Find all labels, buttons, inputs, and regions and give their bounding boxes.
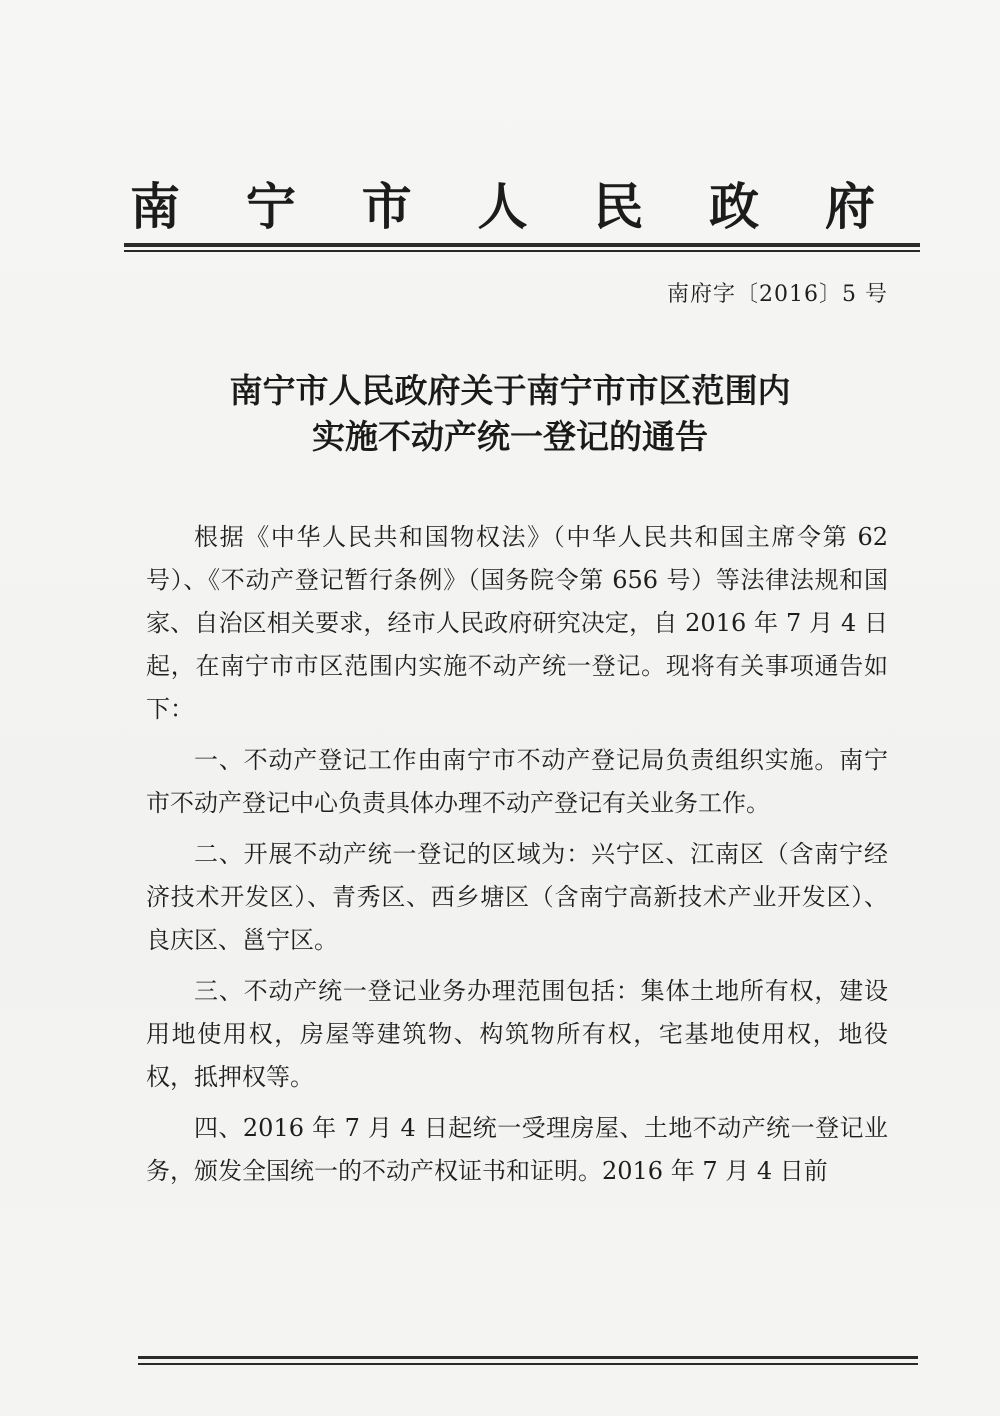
body-paragraph: 一、不动产登记工作由南宁市不动产登记局负责组织实施。南宁市不动产登记中心负责具体办理不动产登记有关业务工作。 [146, 746, 888, 817]
header-divider-thick [124, 243, 920, 247]
document-number: 南府字〔2016〕5 号 [667, 282, 888, 307]
body-paragraph: 根据《中华人民共和国物权法》（中华人民共和国主席令第 62 号）、《不动产登记暂行条例》（国务院令第 656 号）等法律法规和国家、自治区相关要求，经市人民政府研究决定，自 2016 年 7 月 4 日起，在南宁市市区范围内实施不动产统一登记。现将有关事项通告如下： [146, 523, 888, 723]
document-title-line-1: 南宁市人民政府关于南宁市市区范围内 [229, 371, 791, 410]
document-title-line-2: 实施不动产统一登记的通告 [312, 417, 708, 456]
header-char: 南 [130, 177, 180, 236]
header-char: 府 [824, 177, 875, 236]
header-char: 政 [709, 177, 760, 236]
issuing-authority-header [130, 176, 875, 238]
header-divider-thin [124, 250, 920, 252]
body-paragraph: 二、开展不动产统一登记的区域为：兴宁区、江南区（含南宁经济技术开发区）、青秀区、西乡塘区（含南宁高新技术产业开发区）、良庆区、邕宁区。 [146, 840, 888, 954]
body-paragraph: 三、不动产统一登记业务办理范围包括：集体土地所有权，建设用地使用权，房屋等建筑物、构筑物所有权，宅基地使用权，地役权，抵押权等。 [146, 977, 888, 1091]
header-char: 人 [477, 177, 528, 236]
header-char: 市 [361, 177, 412, 236]
footer-divider-thick [138, 1356, 918, 1359]
header-char: 民 [593, 177, 644, 236]
body-paragraph: 四、2016 年 7 月 4 日起统一受理房屋、土地不动产统一登记业务，颁发全国统一的不动产权证书和证明。2016 年 7 月 4 日前 [146, 1114, 888, 1185]
footer-divider-thin [138, 1363, 918, 1365]
document-title [120, 368, 900, 460]
header-char: 宁 [245, 177, 296, 236]
document-body [146, 516, 888, 1193]
